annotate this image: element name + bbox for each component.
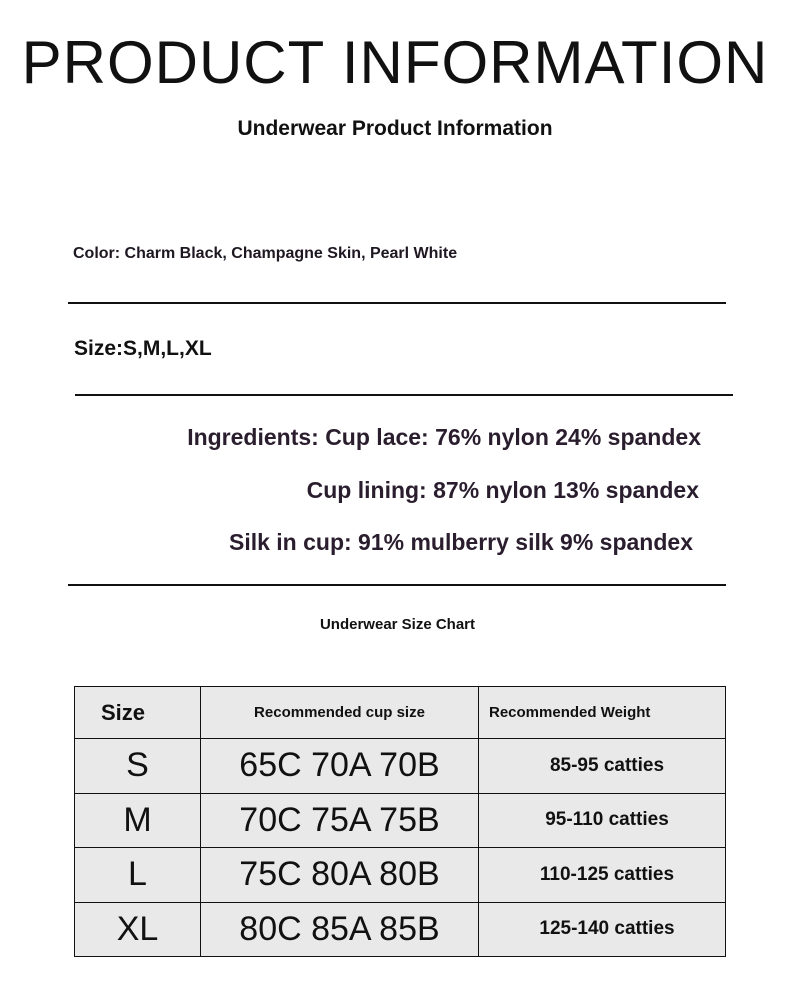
size-cell: L — [75, 848, 201, 903]
cup-size-cell: 80C 85A 85B — [201, 902, 479, 957]
weight-cell: 85-95 catties — [479, 739, 726, 794]
size-chart-table — [74, 686, 726, 957]
table-row — [75, 793, 726, 848]
table-header-row — [75, 687, 726, 739]
cup-size-cell: 65C 70A 70B — [201, 739, 479, 794]
column-header-cup: Recommended cup size — [201, 687, 479, 739]
ingredients-line: Cup lining: 87% nylon 13% spandex — [306, 477, 699, 503]
column-header-weight: Recommended Weight — [479, 687, 726, 739]
table-row — [75, 848, 726, 903]
divider — [68, 302, 726, 304]
table-row — [75, 739, 726, 794]
size-cell: XL — [75, 902, 201, 957]
size-chart-title: Underwear Size Chart — [319, 616, 476, 633]
size-cell: S — [75, 739, 201, 794]
weight-cell: 125-140 catties — [479, 902, 726, 957]
cup-size-cell: 70C 75A 75B — [201, 793, 479, 848]
column-header-size: Size — [75, 687, 201, 739]
weight-cell: 110-125 catties — [479, 848, 726, 903]
ingredients-line: Silk in cup: 91% mulberry silk 9% spandex — [228, 529, 693, 555]
table-row — [75, 902, 726, 957]
size-info: Size:S,M,L,XL — [74, 337, 212, 360]
page-subtitle: Underwear Product Information — [237, 117, 553, 140]
ingredients-line: Ingredients: Cup lace: 76% nylon 24% spandex — [187, 424, 701, 450]
weight-cell: 95-110 catties — [479, 793, 726, 848]
color-info: Color: Charm Black, Champagne Skin, Pearl White — [73, 245, 458, 262]
divider — [68, 584, 726, 586]
size-cell: M — [75, 793, 201, 848]
cup-size-cell: 75C 80A 80B — [201, 848, 479, 903]
page-title: PRODUCT INFORMATION — [21, 29, 769, 96]
divider — [75, 394, 733, 396]
